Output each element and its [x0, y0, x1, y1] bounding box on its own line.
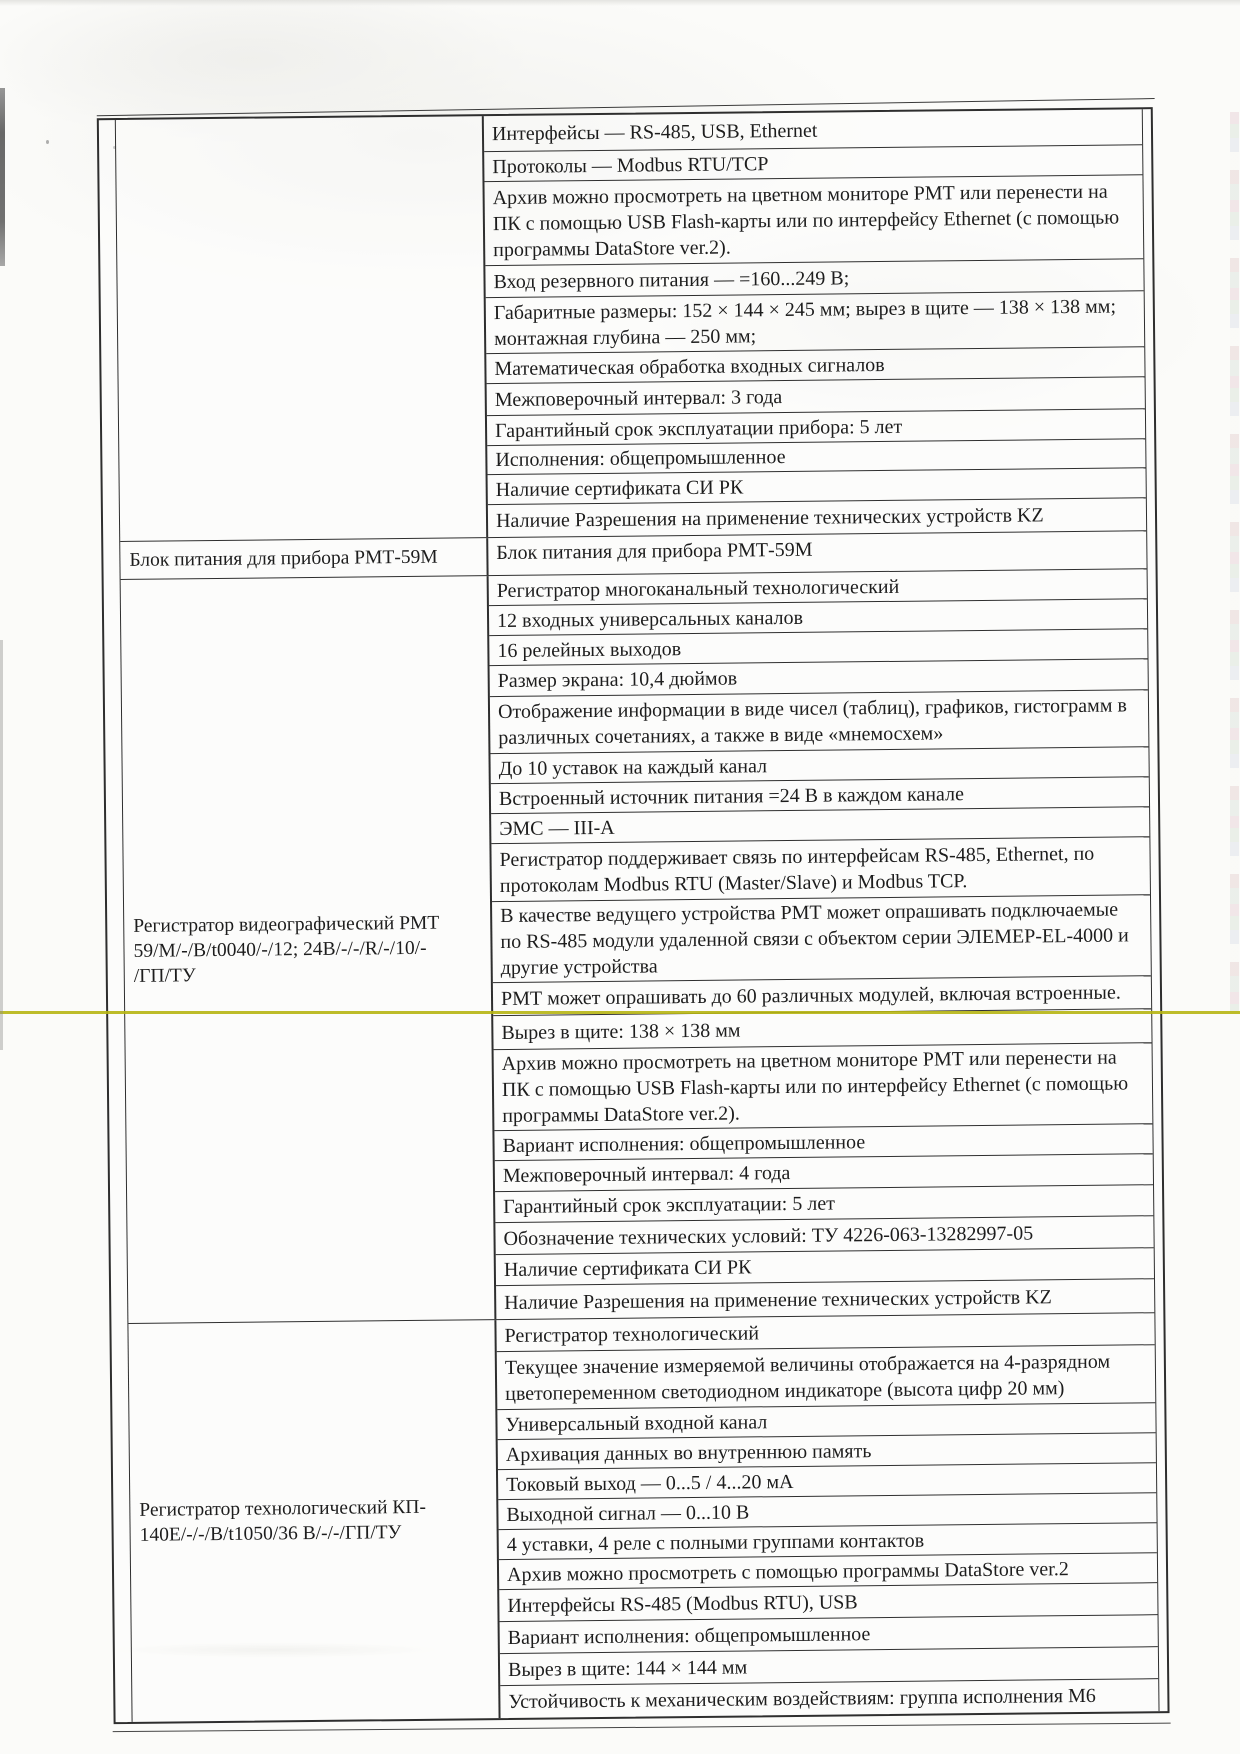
spec-row: Протоколы — Modbus RTU/TCP [484, 145, 1142, 182]
spec-row: Размер экрана: 10,4 дюймов [490, 659, 1148, 697]
spec-row: Обозначение технических условий: ТУ 4226-063-13282997-05 [495, 1216, 1153, 1255]
spec-row: Наличие Разрешения на применение технических устройств KZ [495, 504, 1044, 533]
scan-double-border-bottom [113, 1723, 1171, 1732]
table-section [128, 1312, 1158, 1722]
spec-column [496, 1313, 1158, 1718]
spec-row: Токовый выход — 0...5 / 4...20 мА [498, 1463, 1156, 1500]
spec-row: В качестве ведущего устройства РМТ может опрашивать подключаемые по RS-485 модули удаленной связи с объектом серии ЭЛЕМЕР-EL-4000 и другие устройства [492, 895, 1151, 983]
left-edge-gray-streak [0, 640, 3, 1050]
device-cell [116, 116, 488, 541]
spec-row: Исполнения: общепромышленное [487, 439, 1145, 475]
spec-row: ЭМС — III-А [491, 807, 1149, 844]
spec-row: Вариант исполнения: общепромышленное [494, 1124, 1152, 1161]
scanner-top-band [0, 0, 1240, 6]
spec-row: 4 уставки, 4 реле с полными группами контактов [499, 1523, 1157, 1560]
spec-row: 16 релейных выходов [489, 629, 1147, 666]
spec-row: Наличие сертификата СИ РК [488, 468, 1146, 505]
spec-row: Наличие сертификата СИ РК [496, 1248, 1154, 1286]
device-cell: Регистратор видеографический РМТ 59/М/-/В/t0040/-/12; 24В/-/-/R/-/10/- /ГП/ТУ [121, 576, 497, 1323]
device-cell: Блок питания для прибора РМТ-59М [120, 538, 488, 579]
spec-row: Архив можно просмотреть на цветном мониторе РМТ или перенести на ПК с помощью USB Flash-карты или по интерфейсу Ethernet (с помощью программы DataStore ver.2). [494, 1043, 1153, 1131]
spec-row: Интерфейсы — RS-485, USB, Ethernet [484, 109, 1142, 152]
table-body [116, 109, 1159, 1722]
spec-row: Отображение информации в виде чисел (таблиц), графиков, гистограмм в различных сочетаниях, а также в виде «мнемосхем» [490, 690, 1149, 754]
spec-row: Архив можно просмотреть на цветном мониторе РМТ или перенести на ПК с помощью USB Flash-карты или по интерфейсу Ethernet (с помощью программы DataStore ver.2). [484, 175, 1143, 266]
spec-column [489, 569, 1155, 1319]
spec-row: Вырез в щите: 138 × 138 мм [493, 1009, 1151, 1050]
spec-row: Интерфейсы RS-485 (Modbus RTU), USB [499, 1583, 1157, 1622]
spec-row: РМТ может опрашивать до 60 различных модулей, включая встроенные. [493, 976, 1151, 1016]
spec-row: Регистратор поддерживает связь по интерфейсам RS-485, Ethernet, по протоколам Modbus RTU (Master/Slave) и Modbus TCP. [491, 837, 1150, 902]
spec-row: Наличие Разрешения на применение технических устройств KZ [504, 1285, 1052, 1314]
spec-row: Габаритные размеры: 152 × 144 × 245 мм; вырез в щите — 138 × 138 мм; монтажная глубина — 250 мм; [486, 291, 1145, 354]
spec-row: Встроенный источник питания =24 В в каждом канале [491, 777, 1149, 814]
spec-row: Блок питания для прибора РМТ-59М [496, 538, 813, 565]
spec-row: Вход резервного питания — =160...249 В; [485, 259, 1143, 298]
left-edge-dark-streak [0, 88, 5, 266]
table-section [121, 568, 1155, 1323]
spec-row: 12 входных универсальных каналов [489, 599, 1147, 636]
spec-row: Вырез в щите: 144 × 144 мм [500, 1647, 1158, 1686]
spec-row: Архив можно просмотреть с помощью программы DataStore ver.2 [499, 1553, 1157, 1590]
right-edge-color-streaks [1230, 112, 1239, 1012]
spec-row: Межповерочный интервал: 3 года [487, 377, 1145, 416]
table-section [116, 109, 1146, 541]
spec-row: Межповерочный интервал: 4 года [495, 1154, 1153, 1192]
spec-row: Гарантийный срок эксплуатации прибора: 5 лет [487, 409, 1145, 446]
dust-speck [46, 140, 49, 144]
device-cell: Регистратор технологический КП- 140Е/-/-/В/t1050/36 В/-/-/ГП/ТУ [128, 1320, 500, 1722]
spec-row: Устойчивость к механическим воздействиям: группа исполнения М6 [508, 1684, 1096, 1713]
spec-row: Выходной сигнал — 0...10 В [498, 1493, 1156, 1530]
spec-row: Регистратор многоканальный технологический [489, 569, 1147, 606]
spec-row: Регистратор технологический [496, 1313, 1154, 1352]
spec-row: Универсальный входной канал [497, 1403, 1155, 1440]
spec-row: Вариант исполнения: общепромышленное [500, 1615, 1158, 1654]
spec-row: До 10 уставок на каждый канал [490, 747, 1148, 784]
spec-row: Гарантийный срок эксплуатации: 5 лет [495, 1185, 1153, 1223]
spec-row: Архивация данных во внутреннюю память [498, 1433, 1156, 1470]
table-frame [97, 107, 1170, 1724]
spec-table [97, 107, 1170, 1724]
scan-highlight-line [0, 1011, 1240, 1014]
spec-row: Текущее значение измеряемой величины отображается на 4-разрядном цветопеременном светодиодном индикаторе (высота цифр 20 мм) [497, 1345, 1156, 1410]
spec-row: Математическая обработка входных сигналов [486, 347, 1144, 384]
spec-column [484, 109, 1146, 537]
